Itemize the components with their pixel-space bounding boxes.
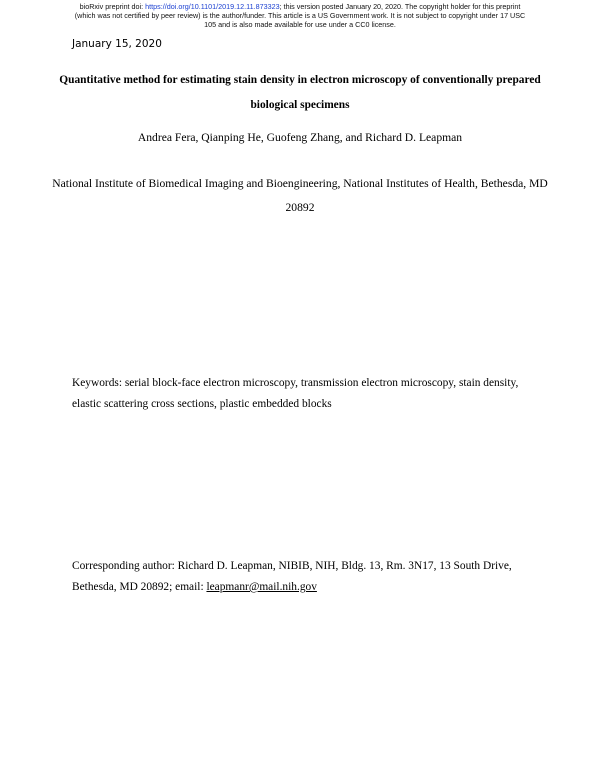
email-link[interactable]: leapmanr@mail.nih.gov bbox=[206, 581, 317, 593]
affiliation: National Institute of Biomedical Imaging and Bioengineering, National Institutes of Health, Bethesda, MD 20892 bbox=[52, 177, 548, 214]
preprint-banner bbox=[0, 2, 600, 30]
paper-title: Quantitative method for estimating stain density in electron microscopy of conventionally prepared biological specimens bbox=[59, 74, 541, 111]
banner-suffix: ; this version posted January 20, 2020. The copyright holder for this preprint bbox=[279, 2, 521, 11]
banner-line-1 bbox=[0, 2, 600, 11]
banner-prefix: bioRxiv preprint doi: bbox=[79, 2, 146, 11]
banner-line-2: (which was not certified by peer review) is the author/funder. This article is a US Government work. It is not subject to copyright under 17 USC bbox=[74, 11, 526, 21]
author-list: Andrea Fera, Qianping He, Guofeng Zhang, and Richard D. Leapman bbox=[137, 131, 463, 144]
corresponding-author-text: Corresponding author: Richard D. Leapman, NIBIB, NIH, Bldg. 13, Rm. 3N17, 13 South Drive, Bethesda, MD 20892; email: bbox=[72, 560, 512, 593]
document-date: January 15, 2020 bbox=[72, 38, 162, 50]
keywords: Keywords: serial block-face electron microscopy, transmission electron microscopy, stain density, elastic scattering cross sections, plastic embedded blocks bbox=[72, 377, 519, 410]
banner-line-3: 105 and is also made available for use under a CC0 license. bbox=[204, 20, 396, 30]
doi-link[interactable]: https://doi.org/10.1101/2019.12.11.873323 bbox=[145, 2, 280, 11]
corresponding-author bbox=[72, 556, 532, 598]
